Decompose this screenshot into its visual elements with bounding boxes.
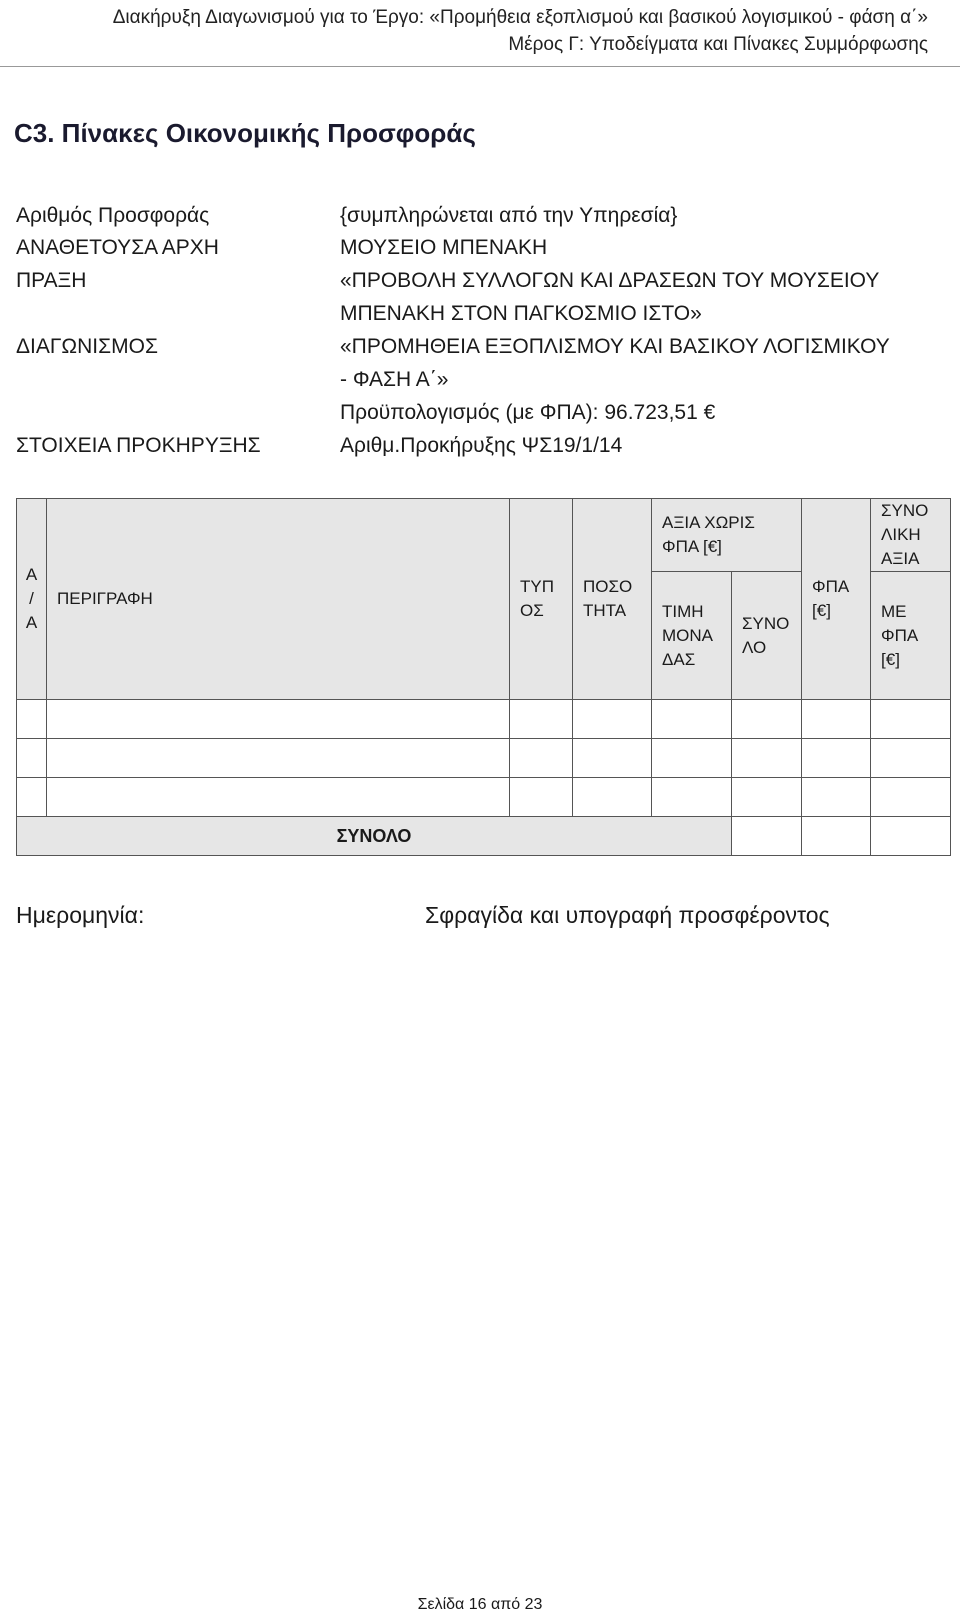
budget-value: Προϋπολογισμός (με ΦΠΑ): 96.723,51 € <box>340 401 716 424</box>
col-header-unit-price-line2: ΜΟΝΑ <box>662 625 713 645</box>
table-cell[interactable] <box>802 778 871 817</box>
col-header-subtotal-line2: ΛΟ <box>742 637 767 657</box>
table-cell[interactable] <box>17 739 47 778</box>
col-header-quantity-line1: ΠΟΣΟ <box>583 577 633 596</box>
table-cell[interactable] <box>802 700 871 739</box>
table-cell[interactable] <box>47 700 510 739</box>
authority-label: ΑΝΑΘΕΤΟΥΣΑ ΑΡΧΗ <box>16 236 219 259</box>
page-number: Σελίδα 16 από 23 <box>417 1596 543 1613</box>
offer-number-label: Αριθμός Προσφοράς <box>16 204 210 227</box>
table-cell[interactable] <box>573 700 652 739</box>
col-header-aa <box>17 499 47 700</box>
col-header-quantity <box>573 499 652 700</box>
table-cell[interactable] <box>871 739 951 778</box>
table-cell[interactable] <box>17 700 47 739</box>
table-row <box>17 778 951 817</box>
seal-signature-label: Σφραγίδα και υπογραφή προσφέροντος <box>425 902 830 928</box>
sum-label: ΣΥΝΟΛΟ <box>17 817 732 856</box>
col-header-value-no-vat-line1: ΑΞΙΑ ΧΩΡΙΣ <box>662 513 755 532</box>
col-header-vat <box>802 499 871 700</box>
table-cell[interactable] <box>652 700 732 739</box>
sum-vat-cell[interactable] <box>802 817 871 856</box>
col-header-total-value <box>871 499 951 572</box>
table-cell[interactable] <box>652 778 732 817</box>
col-header-subtotal-line1: ΣΥΝΟ <box>742 613 790 633</box>
section-title: C3. Πίνακες Οικονομικής Προσφοράς <box>14 118 476 148</box>
table-row <box>17 739 951 778</box>
action-value-line1: «ΠΡΟΒΟΛΗ ΣΥΛΛΟΓΩΝ ΚΑΙ ΔΡΑΣΕΩΝ ΤΟΥ ΜΟΥΣΕΙΟΥ <box>340 269 880 292</box>
col-header-value-no-vat-line2: ΦΠΑ [€] <box>662 537 722 556</box>
notice-label: ΣΤΟΙΧΕΙΑ ΠΡΟΚΗΡΥΞΗΣ <box>16 434 261 457</box>
col-header-with-vat-line3: [€] <box>881 649 900 669</box>
table-cell[interactable] <box>47 778 510 817</box>
tender-label: ΔΙΑΓΩΝΙΣΜΟΣ <box>16 335 158 358</box>
col-header-total-value-line3: ΑΞΙΑ <box>881 549 920 568</box>
col-header-type-line1: ΤΥΠ <box>520 577 554 596</box>
sum-total-cell[interactable] <box>871 817 951 856</box>
col-header-unit-price-line1: ΤΙΜΗ <box>662 601 704 621</box>
col-header-description-label: ΠΕΡΙΓΡΑΦΗ <box>57 589 153 608</box>
tender-value-line1: «ΠΡΟΜΗΘΕΙΑ ΕΞΟΠΛΙΣΜΟΥ ΚΑΙ ΒΑΣΙΚΟΥ ΛΟΓΙΣΜΙΚΟΥ <box>340 335 890 358</box>
col-header-type-line2: ΟΣ <box>520 601 544 620</box>
table-cell[interactable] <box>732 739 802 778</box>
table-cell[interactable] <box>871 778 951 817</box>
financial-offer-table <box>16 498 951 856</box>
table-row <box>17 700 951 739</box>
tender-value-line2: - ΦΑΣΗ Α΄» <box>340 368 449 391</box>
col-header-vat-line2: [€] <box>812 601 831 620</box>
document-header-subtitle: Μέρος Γ: Υποδείγματα και Πίνακες Συμμόρφωσης <box>508 34 928 55</box>
col-header-aa-line3: Α <box>25 613 38 632</box>
authority-value: ΜΟΥΣΕΙΟ ΜΠΕΝΑΚΗ <box>340 236 548 259</box>
col-header-type <box>510 499 573 700</box>
sum-row <box>17 817 951 856</box>
col-header-unit-price <box>652 572 732 700</box>
col-header-description <box>47 499 510 700</box>
sum-subtotal-cell[interactable] <box>732 817 802 856</box>
notice-value: Αριθμ.Προκήρυξης ΨΣ19/1/14 <box>340 434 623 457</box>
col-header-vat-line1: ΦΠΑ <box>812 577 850 596</box>
date-label: Ημερομηνία: <box>16 902 145 928</box>
col-header-with-vat-line1: ΜΕ <box>881 601 907 621</box>
table-cell[interactable] <box>732 700 802 739</box>
table-cell[interactable] <box>732 778 802 817</box>
col-header-total-value-line1: ΣΥΝΟ <box>881 501 929 520</box>
table-cell[interactable] <box>47 739 510 778</box>
action-value-line2: ΜΠΕΝΑΚΗ ΣΤΟΝ ΠΑΓΚΟΣΜΙΟ ΙΣΤΟ» <box>340 302 702 325</box>
offer-number-value: {συμπληρώνεται από την Υπηρεσία} <box>340 204 678 227</box>
col-header-value-no-vat <box>652 499 802 572</box>
table-cell[interactable] <box>17 778 47 817</box>
col-header-unit-price-line3: ΔΑΣ <box>662 649 696 669</box>
col-header-quantity-line2: ΤΗΤΑ <box>583 601 627 620</box>
col-header-aa-line1: Α <box>25 565 38 584</box>
col-header-with-vat-line2: ΦΠΑ <box>881 625 919 645</box>
action-label: ΠΡΑΞΗ <box>16 269 87 292</box>
table-cell[interactable] <box>573 739 652 778</box>
table-cell[interactable] <box>510 700 573 739</box>
col-header-total-value-line2: ΛΙΚΗ <box>881 525 921 544</box>
table-cell[interactable] <box>652 739 732 778</box>
table-cell[interactable] <box>510 778 573 817</box>
table-cell[interactable] <box>802 739 871 778</box>
table-cell[interactable] <box>573 778 652 817</box>
header-divider <box>0 66 960 67</box>
col-header-subtotal <box>732 572 802 700</box>
col-header-with-vat <box>871 572 951 700</box>
table-cell[interactable] <box>871 700 951 739</box>
col-header-aa-line2: / <box>29 589 34 608</box>
document-header-title: Διακήρυξη Διαγωνισμού για το Έργο: «Προμήθεια εξοπλισμού και βασικού λογισμικού - φάση α΄» <box>112 7 928 28</box>
table-cell[interactable] <box>510 739 573 778</box>
